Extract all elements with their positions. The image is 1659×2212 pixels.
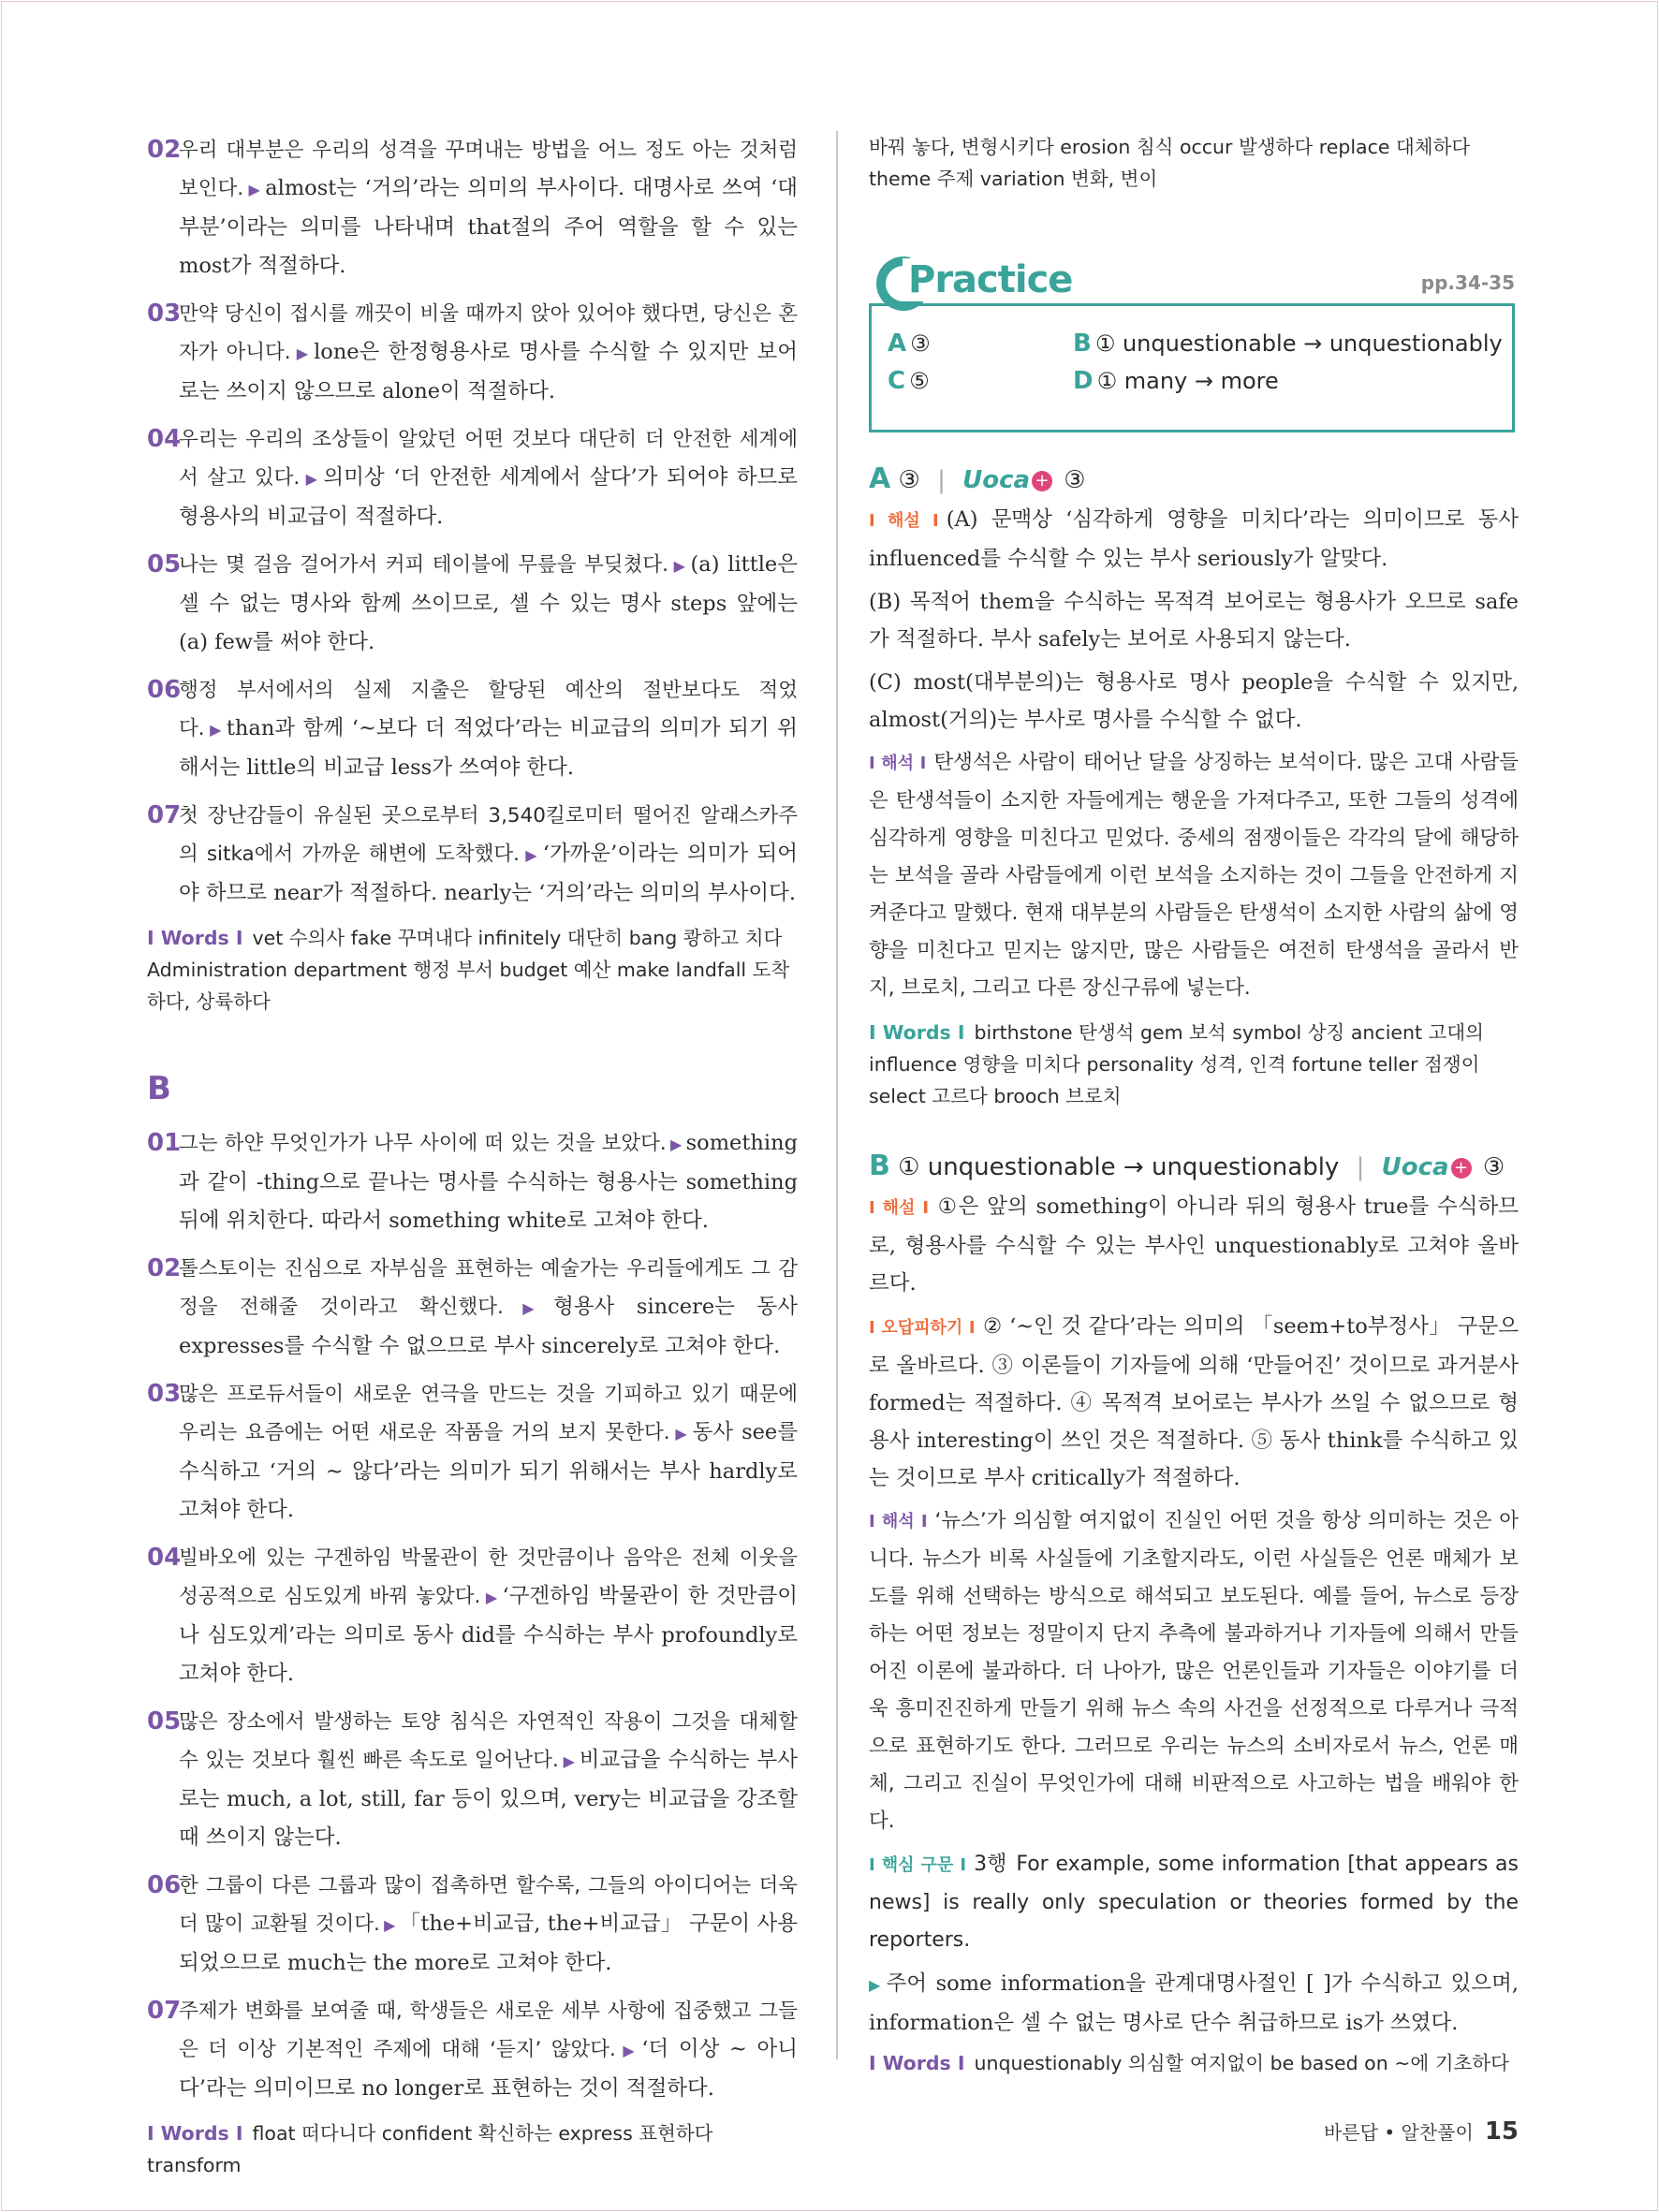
item-translation: 만약 당신이 접시를 깨끗이 비울 때까지 앉아 있어야 했다면, 당신은 혼자가 아니다. [179,302,798,364]
item-explanation: 「the+비교급, the+비교급」 구문이 사용되었으므로 much는 the more로 고쳐야 한다. [179,1912,798,1975]
item-translation: 우리 대부분은 우리의 성격을 꾸며내는 방법을 어느 정도 아는 것처럼 보인다. [179,139,798,200]
page-reference: pp.34-35 [1420,271,1515,294]
answer-letter: D [1073,367,1094,395]
item-translation: 빌바오에 있는 구겐하임 박물관이 한 것만큼이나 음악은 전체 이웃을 성공적으로 심도있게 바꿔 놓았다. [179,1546,798,1608]
numbered-item [147,1375,798,1530]
answer-a [888,330,931,358]
key-sentence-text: For example, some information [that appears as news] is really only speculation or theories formed by the reporters. [869,1853,1519,1952]
triangle-marker-icon: ▶ [671,557,687,575]
label-key-sentence: I 핵심 구문 I [869,1855,967,1875]
b-key-sentence [869,1846,1519,1959]
item-explanation: than과 함께 ‘~보다 더 적었다’라는 비교급의 의미가 되기 위해서는 little의 비교급 less가 쓰여야 한다. [179,716,799,780]
words-line: float 떠다니다 confident 확신하는 express 표현하다 transform [147,2122,713,2176]
answer-b [1073,330,1503,358]
heading-letter: B [869,1150,890,1182]
triangle-marker-icon: ▶ [247,181,262,198]
words-line: Administration department 행정 부서 budget 예산 make landfall 도착 [147,959,790,981]
heading-answer: ③ [898,466,920,494]
triangle-marker-icon: ▶ [294,344,311,362]
voca-answer: ③ [1482,1153,1505,1181]
wrong-answer-text: ② ‘~인 것 같다’라는 의미의 「seem+to부정사」 구문으로 올바르다. ③ 이론들이 기자들에 의해 ‘만들어진’ 것이므로 과거분사 formed는 적절하다. ④ 목적격 보어로는 부사가 쓰일 수 없으므로 형용사 interesting이 쓰인 것은 적절하다. ⑤ 동사 think를 수식하고 있는 것이므로 부사 critically가 적절하다. [869,1314,1519,1490]
a-words [869,1017,1519,1112]
answer-text: ① many → more [1096,368,1279,394]
voca-answer: ③ [1064,466,1086,494]
triangle-marker-icon: ▶ [208,721,223,739]
label-translation: I 해석 I [869,754,927,773]
words-a [147,922,798,1018]
answer-letter: C [888,367,906,395]
triangle-marker-icon: ▶ [669,1135,683,1153]
numbered-item [147,420,798,536]
triangle-marker-icon: ▶ [673,1425,689,1443]
item-translation: 많은 장소에서 발생하는 토양 침식은 자연적인 작용이 그것을 대체할 수 있는 것보다 훨씬 빠른 속도로 일어난다. [179,1710,798,1772]
words-line: theme 주제 variation 변화, 변이 [869,168,1158,190]
item-number: 07 [147,801,182,829]
item-translation: 나는 몇 걸음 걸어가서 커피 테이블에 무릎을 부딪쳤다. [179,553,668,577]
plus-icon: + [1032,471,1052,491]
triangle-marker-icon: ▶ [869,1976,883,1994]
answer-d [1073,367,1279,395]
item-explanation: ‘더 이상 ~ 아니다’라는 의미이므로 no longer로 표현하는 것이 적절하다. [179,2037,799,2101]
practice-box [869,247,1519,434]
a-explanation-2: (B) 목적어 them을 수식하는 목적격 보어로는 형용사가 오므로 safe가 적절하다. 부사 safely는 보어로 사용되지 않는다. [869,590,1519,652]
triangle-marker-icon: ▶ [383,1916,396,1934]
triangle-marker-icon: ▶ [303,470,320,488]
translation-text: 탄생석은 사람이 태어난 달을 상징하는 보석이다. 많은 고대 사람들은 탄생석들이 소지한 자들에게는 행운을 가져다주고, 또한 그들의 성격에 심각하게 영향을 미친다고 믿었다. 중세의 점쟁이들은 각각의 달에 해당하는 보석을 골라 사람들에게 이런 보석을 소지하는 것이 그들을 안전하게 지켜준다고 말했다. 현재 대부분의 사람들은 탄생석이 소지한 사람의 삶에 영향을 미친다고 믿지는 않지만, 많은 사람들은 여전히 탄생석을 골라서 반지, 브로치, 그리고 다른 장신구류에 넣는다. [869,751,1519,1000]
item-explanation: lone은 한정형용사로 명사를 수식할 수 있지만 보어로는 쓰이지 않으므로 alone이 적절하다. [179,340,798,403]
item-number: 04 [147,425,182,453]
item-explanation: ‘구겐하임 박물관이 한 것만큼이나 심도있게’라는 의미로 동사 did를 수식하는 부사 profoundly로 고쳐야 한다. [179,1584,798,1686]
numbered-item [147,546,798,662]
words-line: 바꿔 놓다, 변형시키다 erosion 침식 occur 발생하다 replace 대체하다 [869,136,1471,158]
numbered-item [147,1539,798,1693]
numbered-item [147,1124,798,1240]
item-number: 03 [147,1380,182,1408]
numbered-item [147,1703,798,1857]
b-words [869,2047,1519,2079]
item-translation: 우리는 우리의 조상들이 알았던 어떤 것보다 대단히 더 안전한 세계에서 살고 있다. [179,428,798,490]
answer-b-heading [869,1150,1519,1182]
page-number: 15 [1484,2117,1519,2146]
numbered-item [147,797,798,913]
item-number: 06 [147,1871,182,1899]
numbered-item [147,1250,798,1366]
words-line: birthstone 탄생석 gem 보석 symbol 상징 ancient 고대의 [974,1021,1484,1044]
item-explanation: 의미상 ‘더 안전한 세계에서 살다’가 되어야 하므로 형용사의 비교급이 적절하다. [179,465,798,529]
item-number: 04 [147,1544,182,1572]
item-explanation: almost는 ‘거의’라는 의미의 부사이다. 대명사로 쓰여 ‘대부분’이라는 의미를 나타내며 that절의 주어 역할을 할 수 있는 most가 적절하다. [179,176,798,278]
words-line: influence 영향을 미치다 personality 성격, 인격 fortune teller 점쟁이 [869,1053,1480,1076]
item-translation: 주제가 변화를 보여줄 때, 학생들은 새로운 세부 사항에 집중했고 그들은 더 이상 기본적인 주제에 대해 ‘듣지’ 않았다. [179,2000,798,2061]
translation-text: ‘뉴스’가 의심할 여지없이 진실인 어떤 것을 항상 의미하는 것은 아니다. 뉴스가 비록 사실들에 기초할지라도, 이런 사실들은 언론 매체가 보도를 위해 선택하는 방식으로 해석되고 보도된다. 예를 들어, 뉴스로 등장하는 어떤 정보는 정말이지 단지 추측에 불과하거나 기자들에 의해서 만들어진 이론에 불과하다. 더 나아가, 많은 언론인들과 기자들은 이야기를 더욱 흥미진진하게 만들기 위해 뉴스 속의 사건을 선정적으로 다루거나 극적으로 표현하기도 한다. 그러므로 우리는 뉴스의 소비자로서 뉴스, 언론 매체, 그리고 진실이 무엇인가에 대해 비판적으로 사고하는 법을 배워야 한다. [869,1509,1519,1833]
item-number: 01 [147,1129,182,1157]
voca-label: Uoca [962,466,1031,494]
voca-label: Uoca [1381,1153,1449,1181]
page-footer [1324,2117,1519,2146]
triangle-marker-icon: ▶ [562,1752,576,1770]
item-number: 05 [147,550,182,579]
item-explanation: (a) little은 셀 수 없는 명사와 함께 쓰이므로, 셀 수 있는 명사 steps 앞에는 (a) few를 써야 한다. [179,552,798,654]
words-label: I Words I [869,1021,965,1044]
left-column [147,131,798,2190]
numbered-item [147,131,798,286]
book-title: 바른답 • 알찬풀이 [1324,2121,1474,2144]
section-b-heading: B [147,1070,171,1107]
words-continued [869,131,1519,195]
a-explanation-1 [869,501,1519,578]
triangle-marker-icon: ▶ [484,1589,499,1606]
b-key-explanation [869,1965,1519,2042]
item-explanation: 동사 see를 수식하고 ‘거의 ~ 않다’라는 의미가 되기 위해서는 부사 hardly로 고쳐야 한다. [179,1420,798,1522]
words-label: I Words I [869,2052,965,2074]
b-explanation [869,1188,1519,1302]
column-divider [836,131,838,2059]
heading-answer: ① unquestionable → unquestionably [898,1153,1340,1181]
heading-letter: A [869,462,891,495]
answer-letter: A [888,330,907,358]
answer-c [888,367,930,395]
words-line: select 고르다 brooch 브로치 [869,1085,1122,1107]
words-line: unquestionably 의심할 여지없이 be based on ~에 기초하다 [974,2052,1509,2074]
a-explanation-3: (C) most(대부분의)는 형용사로 명사 people을 수식할 수 있지만, almost(거의)는 부사로 명사를 수식할 수 없다. [869,670,1519,732]
item-explanation: ‘가까운’이라는 의미가 되어야 하므로 near가 적절하다. nearly는 ‘거의’라는 의미의 부사이다. [179,842,798,905]
label-explanation: I 해설 I [869,511,939,531]
item-number: 02 [147,136,182,164]
item-number: 05 [147,1707,182,1736]
key-explanation-text: 주어 some information을 관계대명사절인 [ ]가 수식하고 있으며, information은 셀 수 없는 명사로 단수 취급하므로 is가 쓰였다. [869,1971,1519,2035]
numbered-item [147,295,798,411]
right-column [869,131,1519,2088]
b-translation [869,1502,1519,1840]
answer-a-heading [869,462,1519,495]
words-line: vet 수의사 fake 꾸며내다 infinitely 대단히 bang 쾅하고 치다 [252,927,783,949]
plus-icon: + [1451,1158,1472,1179]
words-line: 하다, 상륙하다 [147,990,271,1013]
item-translation: 행정 부서에서의 실제 지출은 할당된 예산의 절반보다도 적었다. [179,679,798,740]
item-number: 03 [147,300,182,328]
b-wrong-answer-notes [869,1308,1519,1497]
item-translation: 첫 장난감들이 유실된 곳으로부터 3,540킬로미터 떨어진 알래스카주의 sitka에서 가까운 해변에 도착했다. [179,804,798,866]
section-a-items [147,131,798,913]
numbered-item [147,1867,798,1983]
explanation-text: ①은 앞의 something이 아니라 뒤의 형용사 true를 수식하므로, 형용사를 수식할 수 있는 부사인 unquestionably로 고쳐야 올바르다. [869,1194,1519,1296]
explanation-text: (A) 문맥상 ‘심각하게 영향을 미치다’라는 의미이므로 동사 influenced를 수식할 수 있는 부사 seriously가 알맞다. [869,507,1519,571]
answer-text: ③ [910,330,931,357]
item-translation: 한 그룹이 다른 그룹과 많이 접촉하면 할수록, 그들의 아이디어는 더욱더 많이 교환될 것이다. [179,1874,798,1936]
answer-letter: B [1073,330,1092,358]
item-number: 07 [147,1997,182,2025]
item-explanation: something과 같이 -thing으로 끝나는 명사를 수식하는 형용사는 something 뒤에 위치한다. 따라서 something white로 고쳐야 한다. [179,1131,798,1233]
triangle-marker-icon: ▶ [523,846,539,864]
practice-title: Practice [903,258,1078,301]
triangle-marker-icon: ▶ [507,1299,551,1317]
answer-text: ⑤ [909,368,930,394]
label-translation: I 해석 I [869,1512,928,1531]
words-b [147,2117,798,2181]
numbered-item [147,671,798,787]
words-label: I Words I [147,2122,243,2145]
item-number: 02 [147,1254,182,1282]
triangle-marker-icon: ▶ [619,2042,639,2059]
section-b-items [147,1124,798,2108]
separator: | [1356,1153,1365,1181]
item-translation: 그는 하얀 무엇인가가 나무 사이에 떠 있는 것을 보았다. [179,1132,667,1155]
line-number: 3행 [974,1853,1007,1876]
item-number: 06 [147,676,182,704]
label-explanation: I 해설 I [869,1198,930,1218]
item-explanation: 형용사 sincere는 동사 expresses를 수식할 수 없으므로 부사 sincerely로 고쳐야 한다. [179,1295,798,1358]
answer-text: ① unquestionable → unquestionably [1094,330,1503,357]
item-explanation: 비교급을 수식하는 부사로는 much, a lot, still, far 등이 있으며, very는 비교급을 강조할 때 쓰이지 않는다. [179,1748,798,1850]
item-translation: 톨스토이는 진심으로 자부심을 표현하는 예술가는 우리들에게도 그 감정을 전해줄 것이라고 확신했다. [179,1257,798,1319]
item-translation: 많은 프로듀서들이 새로운 연극을 만드는 것을 기피하고 있기 때문에 우리는 요즘에는 어떤 새로운 작품을 거의 보지 못한다. [179,1383,798,1444]
label-wrong-answers: I 오답피하기 I [869,1318,976,1338]
separator: | [937,466,946,494]
a-translation [869,744,1519,1007]
words-label: I Words I [147,927,243,949]
numbered-item [147,1992,798,2108]
